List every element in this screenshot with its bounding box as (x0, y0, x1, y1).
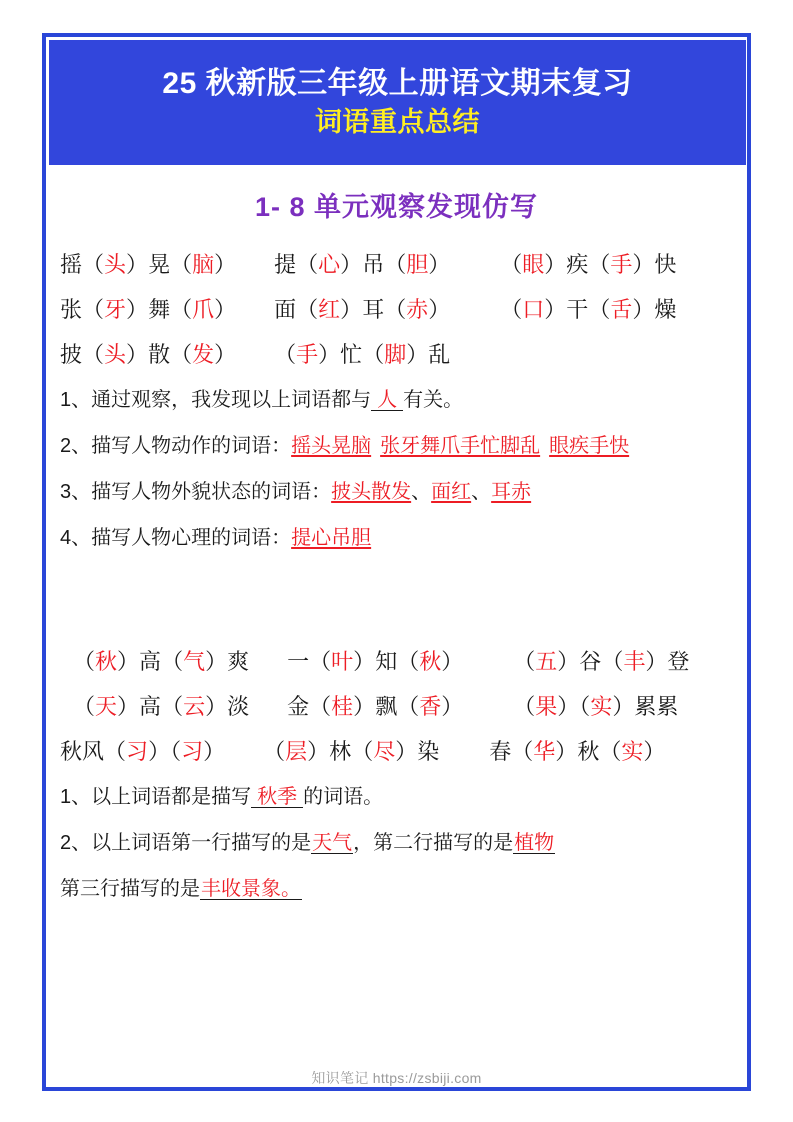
prompt-char: 乱 (428, 341, 451, 367)
prompt-char: （ (170, 251, 193, 277)
answer-char: 头 (104, 341, 127, 367)
idiom-group (287, 693, 464, 719)
prompt-char: （ (82, 296, 105, 322)
prompt-char: （ (309, 648, 332, 674)
idiom-row (60, 332, 733, 377)
prompt-char: （ (296, 296, 319, 322)
idiom-group (60, 296, 237, 322)
prompt-char: 金 (287, 693, 310, 719)
question-line (60, 820, 733, 866)
prompt-char: 摇 (60, 251, 83, 277)
prompt-char: ） (214, 341, 237, 367)
answer-char: 秋 (419, 648, 442, 674)
prompt-char: （ (73, 648, 96, 674)
prompt-char: ） (645, 648, 668, 674)
prompt-char: 林 (329, 738, 352, 764)
question-number: 4、 (60, 527, 92, 549)
question-number: 2、 (60, 832, 92, 854)
answer-text: 耳赤 (491, 481, 532, 503)
question-text: 通过观察，我发现以上词语都与 (91, 389, 372, 411)
answer-text: 提心吊胆 (291, 527, 372, 549)
prompt-char: 快 (654, 251, 677, 277)
prompt-char: 累 (634, 693, 657, 719)
prompt-char: 知 (375, 648, 398, 674)
idiom-block-1 (60, 242, 733, 377)
answer-char: 红 (318, 296, 341, 322)
idiom-row (60, 639, 733, 684)
answer-char: 秋 (95, 648, 118, 674)
header-band (49, 40, 746, 165)
prompt-char: （ (588, 296, 611, 322)
page-frame (42, 33, 751, 1091)
prompt-char: ） (126, 251, 149, 277)
answer-char: 舌 (610, 296, 633, 322)
question-number: 1、 (60, 786, 92, 808)
prompt-char: 晃 (148, 251, 171, 277)
prompt-char: （ (384, 296, 407, 322)
question-text-mid: ，第二行描写的是 (353, 832, 514, 854)
worksheet-content (46, 242, 747, 912)
prompt-char: （ (500, 296, 523, 322)
idiom-group (73, 693, 250, 719)
answer-char: 口 (522, 296, 545, 322)
prompt-char: ） (117, 693, 140, 719)
prompt-char: ） (126, 341, 149, 367)
prompt-char: 提 (274, 251, 297, 277)
prompt-char: 淡 (227, 693, 250, 719)
watermark: 知识笔记 https://zsbiji.com (311, 1070, 482, 1086)
prompt-char: （ (82, 251, 105, 277)
idiom-group (60, 738, 226, 764)
prompt-char: 散 (148, 341, 171, 367)
prompt-char: （ (588, 251, 611, 277)
prompt-char: ） (632, 296, 655, 322)
prompt-char: 舞 (148, 296, 171, 322)
prompt-char: （ (397, 648, 420, 674)
answer-char: 爪 (192, 296, 215, 322)
answer-char: 牙 (104, 296, 127, 322)
prompt-char: ） (395, 738, 418, 764)
prompt-char: 谷 (579, 648, 602, 674)
prompt-char: ） (555, 738, 578, 764)
prompt-char: ） (117, 648, 140, 674)
answer-char: 实 (590, 693, 613, 719)
prompt-char: ） (441, 693, 464, 719)
prompt-char: ） (203, 738, 226, 764)
prompt-char: ） (205, 648, 228, 674)
prompt-char: ） (643, 738, 666, 764)
question-text: 描写人物外貌状态的词语： (91, 481, 332, 503)
question-line (60, 377, 733, 423)
prompt-char: （ (601, 648, 624, 674)
answer-text: 张牙舞爪手忙脚乱 (380, 435, 541, 457)
idiom-group (274, 296, 451, 322)
question-line (60, 866, 733, 912)
prompt-char: （ (73, 693, 96, 719)
prompt-char: ） (428, 251, 451, 277)
prompt-char: 张 (60, 296, 83, 322)
frame-inner (46, 37, 747, 1087)
page-subtitle: 词语重点总结 (315, 106, 480, 137)
idiom-row (60, 684, 733, 729)
prompt-char: ） (148, 738, 171, 764)
question-line (60, 423, 733, 469)
prompt-char: ） (557, 648, 580, 674)
question-text: 第三行描写的是 (60, 878, 200, 900)
prompt-char: （ (309, 693, 332, 719)
answer-char: 气 (183, 648, 206, 674)
answer-char: 胆 (406, 251, 429, 277)
prompt-char: ） (126, 296, 149, 322)
prompt-char: 面 (274, 296, 297, 322)
answer-char: 心 (318, 251, 341, 277)
question-text-tail: 有关。 (403, 389, 464, 411)
prompt-char: 累 (656, 693, 679, 719)
prompt-char: 高 (139, 648, 162, 674)
prompt-char: （ (351, 738, 374, 764)
prompt-char: （ (296, 251, 319, 277)
prompt-char: ） (632, 251, 655, 277)
answer-char: 天 (95, 693, 118, 719)
idiom-group (274, 341, 451, 367)
block-spacer (60, 561, 733, 639)
prompt-char: ） (428, 296, 451, 322)
question-line (60, 515, 733, 561)
answer-separator: 、 (411, 481, 432, 503)
question-block-1 (60, 377, 733, 561)
question-number: 2、 (60, 435, 92, 457)
prompt-char: （ (274, 341, 297, 367)
answer-char: 手 (610, 251, 633, 277)
prompt-char: ） (544, 296, 567, 322)
answer-char: 尽 (373, 738, 396, 764)
answer-char: 云 (183, 693, 206, 719)
answer-separator: 、 (471, 481, 492, 503)
prompt-char: （ (500, 251, 523, 277)
answer-char: 层 (285, 738, 308, 764)
prompt-char: ） (205, 693, 228, 719)
idiom-group (60, 251, 237, 277)
question-text: 描写人物心理的词语： (91, 527, 292, 549)
answer-char: 华 (533, 738, 556, 764)
answer-text: 摇头晃脑 (291, 435, 372, 457)
prompt-char: （ (170, 341, 193, 367)
prompt-char: 秋 (577, 738, 600, 764)
idiom-group (274, 251, 451, 277)
prompt-char: 爽 (227, 648, 250, 674)
prompt-char: （ (579, 693, 591, 719)
prompt-char: （ (599, 738, 622, 764)
question-block-2 (60, 774, 733, 912)
question-text: 以上词语都是描写 (91, 786, 252, 808)
answer-char: 眼 (522, 251, 545, 277)
answer-text: 植物 (514, 831, 555, 854)
page-title: 25 秋新版三年级上册语文期末复习 (162, 67, 633, 101)
prompt-char: ） (318, 341, 341, 367)
prompt-char: ） (353, 693, 376, 719)
prompt-char: （ (397, 693, 420, 719)
prompt-char: ） (353, 648, 376, 674)
prompt-char: （ (161, 648, 184, 674)
prompt-char: 春 (489, 738, 512, 764)
section-title: 1- 8 单元观察发现仿写 (254, 192, 539, 222)
idiom-group (287, 648, 464, 674)
prompt-char: 吊 (362, 251, 385, 277)
prompt-char: （ (513, 648, 536, 674)
idiom-group (500, 296, 677, 322)
prompt-char: （ (82, 341, 105, 367)
prompt-char: （ (104, 738, 127, 764)
prompt-char: 风 (82, 738, 105, 764)
answer-char: 发 (192, 341, 215, 367)
answer-char: 香 (419, 693, 442, 719)
prompt-char: ） (340, 251, 363, 277)
prompt-char: ） (214, 251, 237, 277)
idiom-group (73, 648, 250, 674)
question-text: 描写人物动作的词语： (91, 435, 292, 457)
answer-char: 实 (621, 738, 644, 764)
prompt-char: ） (557, 693, 580, 719)
answer-text: 面红 (431, 481, 472, 503)
prompt-char: 飘 (375, 693, 398, 719)
answer-char: 头 (104, 251, 127, 277)
idiom-group (513, 693, 679, 719)
prompt-char: 忙 (340, 341, 363, 367)
filled-blank: 秋季 (251, 787, 303, 808)
answer-char: 赤 (406, 296, 429, 322)
answer-char: 脚 (384, 341, 407, 367)
filled-blank: 人 (371, 390, 403, 411)
answer-char: 叶 (331, 648, 354, 674)
prompt-char: （ (513, 693, 536, 719)
idiom-row (60, 242, 733, 287)
question-number: 3、 (60, 481, 92, 503)
idiom-group (263, 738, 440, 764)
answer-text: 眼疾手快 (549, 435, 630, 457)
prompt-char: 干 (566, 296, 589, 322)
question-line (60, 774, 733, 820)
idiom-group (513, 648, 690, 674)
answer-char: 五 (535, 648, 558, 674)
prompt-char: ） (441, 648, 464, 674)
question-text-tail: 的词语。 (303, 786, 384, 808)
answer-char: 习 (181, 738, 204, 764)
prompt-char: 耳 (362, 296, 385, 322)
prompt-char: （ (362, 341, 385, 367)
prompt-char: 秋 (60, 738, 83, 764)
prompt-char: （ (384, 251, 407, 277)
answer-char: 习 (126, 738, 149, 764)
prompt-char: ） (612, 693, 635, 719)
prompt-char: ） (214, 296, 237, 322)
prompt-char: ） (307, 738, 330, 764)
prompt-char: ） (406, 341, 429, 367)
answer-text: 丰收景象。 (201, 877, 301, 900)
idiom-row (60, 287, 733, 332)
prompt-char: 疾 (566, 251, 589, 277)
prompt-char: ） (340, 296, 363, 322)
prompt-char: （ (161, 693, 184, 719)
answer-char: 手 (296, 341, 319, 367)
idiom-group (489, 738, 666, 764)
prompt-char: 高 (139, 693, 162, 719)
answer-char: 丰 (623, 648, 646, 674)
prompt-char: 披 (60, 341, 83, 367)
prompt-char: （ (263, 738, 286, 764)
answer-char: 果 (535, 693, 558, 719)
prompt-char: 登 (667, 648, 690, 674)
prompt-char: （ (170, 738, 182, 764)
prompt-char: 燥 (654, 296, 677, 322)
answer-text: 天气 (312, 831, 353, 854)
idiom-group (60, 341, 237, 367)
idiom-group (500, 251, 677, 277)
answer-text: 披头散发 (331, 481, 412, 503)
question-text: 以上词语第一行描写的是 (91, 832, 312, 854)
question-number: 1、 (60, 389, 92, 411)
idiom-row (60, 729, 733, 774)
prompt-char: （ (170, 296, 193, 322)
answer-char: 脑 (192, 251, 215, 277)
prompt-char: 染 (417, 738, 440, 764)
prompt-char: 一 (287, 648, 310, 674)
answer-char: 桂 (331, 693, 354, 719)
question-line (60, 469, 733, 515)
idiom-block-2 (60, 639, 733, 774)
prompt-char: ） (544, 251, 567, 277)
prompt-char: （ (511, 738, 534, 764)
